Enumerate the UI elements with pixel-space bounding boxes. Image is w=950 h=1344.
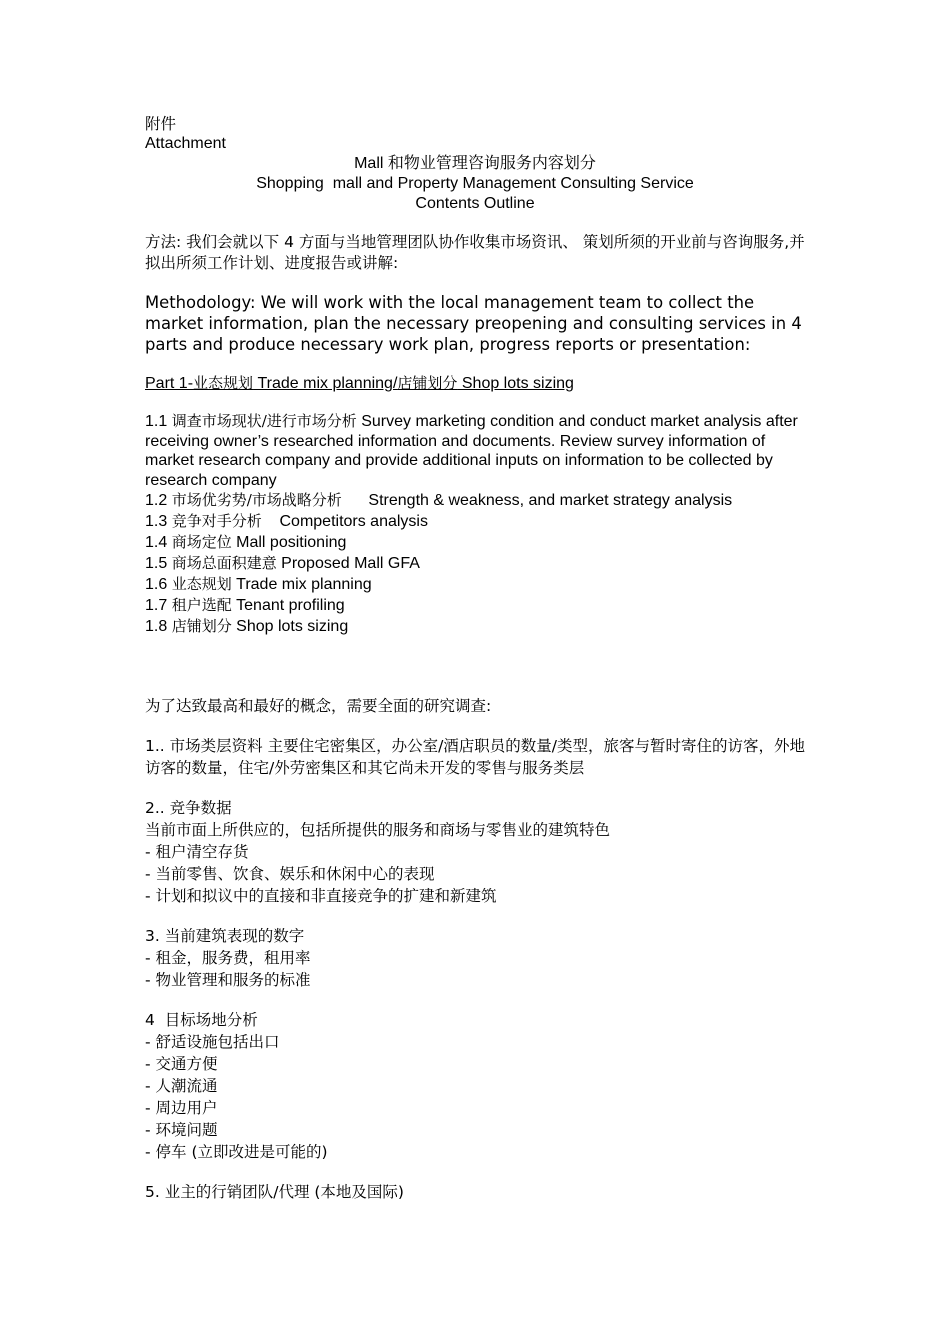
research-section-2-line: - 计划和拟议中的直接和非直接竞争的扩建和新建筑 (145, 887, 497, 905)
item-1-1-en: Survey marketing condition and conduct market analysis after receiving owner’s researched information and documents. Review survey information of market research company and provide additional inputs on information to be collected by research company (145, 413, 798, 489)
item-1-8-en: Shop lots sizing (231, 618, 349, 635)
item-1-5-zh: 商场总面积建意 (171, 554, 277, 572)
methodology-en: Methodology: We will work with the local management team to collect the market information, plan the necessary preopening and consulting services in 4 parts and produce necessary work plan, progress reports or presentation: (145, 293, 802, 354)
item-1-2 (145, 490, 825, 511)
item-1-4-num: 1.4 (145, 534, 172, 551)
item-1-7 (145, 595, 825, 616)
item-1-3-zh: 竞争对手分析 (171, 512, 262, 530)
research-section-5-title: 5. 业主的行销团队/代理 (本地及国际) (145, 1183, 404, 1201)
item-1-8-num: 1.8 (145, 618, 172, 635)
item-1-5-en: Proposed Mall GFA (276, 555, 420, 572)
item-1-2-zh: 市场优劣势/市场战略分析 (171, 491, 342, 509)
item-1-1-num: 1.1 (145, 413, 172, 430)
item-1-7-zh: 租户选配 (171, 596, 232, 614)
research-section-3-line: - 租金，服务费，租用率 (145, 949, 311, 967)
attachment-label-cn: 附件 (145, 115, 177, 133)
item-1-1 (145, 412, 810, 490)
title-en-line-1: Shopping mall and Property Management Consulting Service (256, 175, 694, 192)
item-1-4 (145, 532, 825, 553)
item-1-8-zh: 店铺划分 (171, 617, 232, 635)
attachment-label-en: Attachment (145, 135, 226, 152)
research-section-3-line: - 物业管理和服务的标准 (145, 971, 311, 989)
research-section-2-line: 当前市面上所供应的，包括所提供的服务和商场与零售业的建筑特色 (145, 821, 611, 839)
research-section-4-line: - 人潮流通 (145, 1077, 218, 1095)
item-1-1-zh: 调查市场现状/进行市场分析 (171, 412, 357, 430)
part1-zh-trade-mix: 业态规划 (193, 374, 254, 392)
item-1-4-en: Mall positioning (231, 534, 347, 551)
document-page (145, 114, 825, 1203)
title-cn: Mall 和物业管理咨询服务内容划分 (354, 155, 596, 172)
item-1-4-zh: 商场定位 (171, 533, 232, 551)
research-section-4-title: 4 目标场地分析 (145, 1011, 258, 1029)
part1-heading (145, 373, 825, 394)
item-1-2-en: Strength & weakness, and market strategy analysis (341, 492, 733, 509)
research-section-4-line: - 停车 (立即改进是可能的) (145, 1143, 328, 1161)
part1-prefix: Part 1- (145, 375, 194, 392)
research-section-4-line: - 舒适设施包括出口 (145, 1033, 280, 1051)
part1-en-shop-lots: Shop lots sizing (457, 375, 574, 392)
item-1-2-num: 1.2 (145, 492, 172, 509)
research-section-2-line: - 租户清空存货 (145, 843, 249, 861)
methodology-cn: 方法: 我们会就以下 4 方面与当地管理团队协作收集市场资讯、 策划所须的开业前与咨询服务,并拟出所须工作计划、进度报告或讲解: (145, 233, 805, 272)
item-1-7-en: Tenant profiling (231, 597, 345, 614)
part1-en-trade-mix: Trade mix planning/ (253, 375, 398, 392)
item-1-3 (145, 511, 825, 532)
research-section-3-title: 3. 当前建筑表现的数字 (145, 927, 305, 945)
title-en-line-2: Contents Outline (415, 195, 535, 212)
part1-zh-shop-lots: 店铺划分 (397, 374, 458, 392)
research-intro: 为了达致最高和最好的概念，需要全面的研究调查: (145, 697, 492, 715)
item-1-3-en: Competitors analysis (261, 513, 428, 530)
item-1-6-en: Trade mix planning (231, 576, 372, 593)
item-1-6 (145, 574, 825, 595)
item-1-7-num: 1.7 (145, 597, 172, 614)
research-section-4-line: - 环境问题 (145, 1121, 218, 1139)
item-1-8 (145, 616, 825, 637)
research-section-4-line: - 周边用户 (145, 1099, 218, 1117)
research-section-2-title: 2.. 竞争数据 (145, 799, 232, 817)
item-1-3-num: 1.3 (145, 513, 172, 530)
item-1-6-zh: 业态规划 (171, 575, 232, 593)
research-section-4-line: - 交通方便 (145, 1055, 218, 1073)
research-section-1: 1.. 市场类层资料 主要住宅密集区，办公室/酒店职员的数量/类型，旅客与暂时寄住的访客，外地访客的数量，住宅/外劳密集区和其它尚未开发的零售与服务类层 (145, 737, 806, 777)
item-1-6-num: 1.6 (145, 576, 172, 593)
item-1-5 (145, 553, 825, 574)
research-section-2-line: - 当前零售、饮食、娱乐和休闲中心的表现 (145, 865, 435, 883)
item-1-5-num: 1.5 (145, 555, 172, 572)
